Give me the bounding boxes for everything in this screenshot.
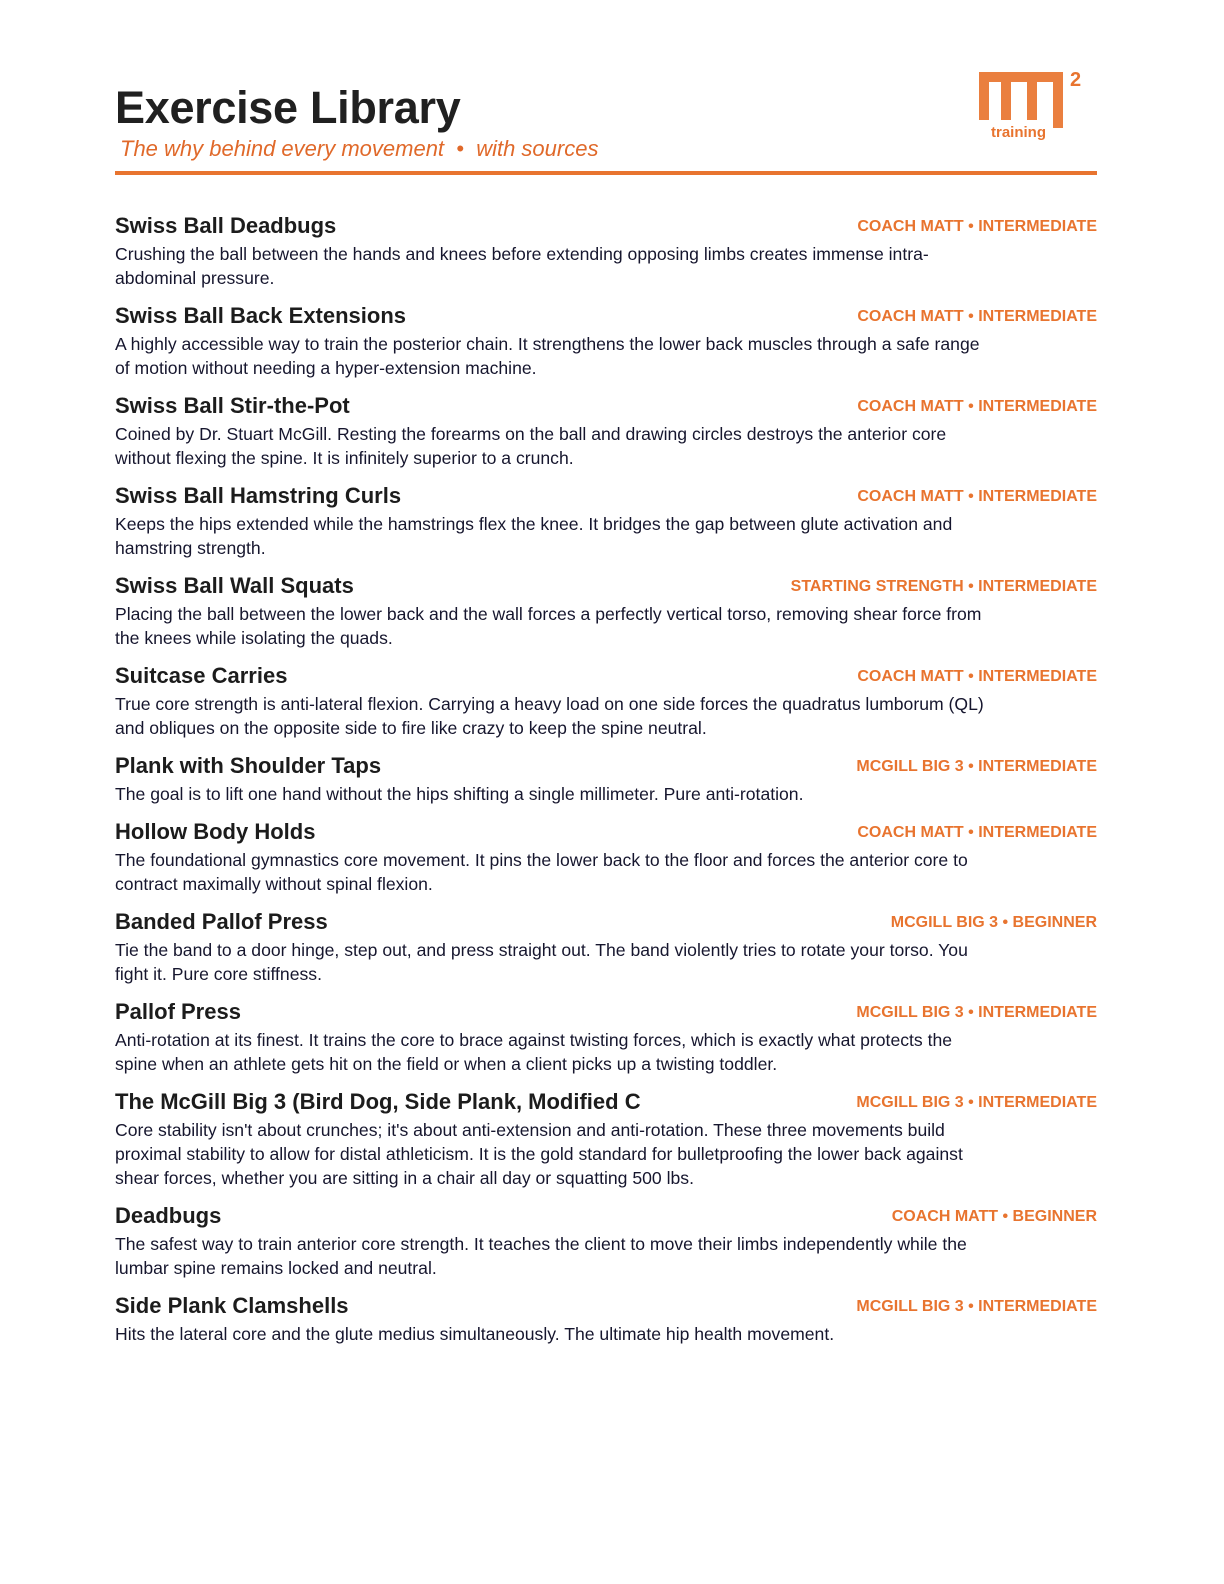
exercise-source-tag: COACH MATT • BEGINNER	[891, 1208, 1097, 1225]
document-page	[115, 0, 1097, 1584]
exercise-description: Hits the lateral core and the glute medius simultaneously. The ultimate hip health movement.	[115, 1324, 835, 1344]
exercise-header	[115, 816, 1097, 848]
exercise-description: Keeps the hips extended while the hamstrings flex the knee. It bridges the gap between glute activation and hamstring strength.	[115, 514, 953, 558]
exercise-name: Side Plank Clamshells	[115, 1293, 349, 1318]
exercise-description: Crushing the ball between the hands and knees before extending opposing limbs creates immense intra-abdominal pressure.	[115, 244, 929, 288]
exercise-name: Swiss Ball Stir-the-Pot	[115, 393, 350, 418]
exercise-name: The McGill Big 3 (Bird Dog, Side Plank, Modified C	[115, 1089, 641, 1114]
exercise-header	[115, 210, 1097, 242]
exercise-name: Swiss Ball Hamstring Curls	[115, 483, 402, 508]
exercise-entry	[115, 480, 1097, 560]
exercise-description: A highly accessible way to train the posterior chain. It strengthens the lower back muscles through a safe range of motion without needing a hyper-extension machine.	[115, 334, 980, 378]
exercise-name: Hollow Body Holds	[115, 819, 316, 844]
exercise-source-tag: COACH MATT • INTERMEDIATE	[857, 308, 1097, 325]
exercise-header	[115, 996, 1097, 1028]
m2-training-logo	[977, 66, 1085, 142]
exercise-name: Pallof Press	[115, 999, 241, 1024]
exercise-entry	[115, 750, 1097, 806]
exercise-name: Swiss Ball Wall Squats	[115, 573, 354, 598]
exercise-entry	[115, 210, 1097, 290]
exercise-source-tag: MCGILL BIG 3 • BEGINNER	[890, 914, 1097, 931]
exercise-name: Deadbugs	[115, 1203, 222, 1228]
exercise-description: Coined by Dr. Stuart McGill. Resting the forearms on the ball and drawing circles destroys the anterior core without flexing the spine. It is infinitely superior to a crunch.	[115, 424, 947, 468]
exercise-header	[115, 480, 1097, 512]
exercise-entry	[115, 996, 1097, 1076]
logo-superscript: 2	[1070, 69, 1082, 91]
exercise-description: Core stability isn't about crunches; it's about anti-extension and anti-rotation. These three movements build proximal stability to allow for distal athleticism. It is the gold standard for bulletproofing the lower back against shear forces, whether you are sitting in a chair all day or squatting 500 lbs.	[115, 1120, 963, 1188]
logo-word: training	[991, 124, 1046, 141]
exercise-description: Placing the ball between the lower back and the wall forces a perfectly vertical torso, removing shear force from the knees while isolating the quads.	[115, 604, 982, 648]
exercise-description: Tie the band to a door hinge, step out, and press straight out. The band violently tries to rotate your torso. You fight it. Pure core stiffness.	[115, 940, 968, 984]
exercise-source-tag: COACH MATT • INTERMEDIATE	[857, 668, 1097, 685]
exercise-entry	[115, 660, 1097, 740]
exercise-header	[115, 1290, 1097, 1322]
exercise-source-tag: COACH MATT • INTERMEDIATE	[857, 824, 1097, 841]
exercise-source-tag: COACH MATT • INTERMEDIATE	[857, 218, 1097, 235]
exercise-header	[115, 390, 1097, 422]
exercise-name: Plank with Shoulder Taps	[115, 753, 382, 778]
exercise-source-tag: MCGILL BIG 3 • INTERMEDIATE	[856, 758, 1097, 775]
exercise-source-tag: COACH MATT • INTERMEDIATE	[857, 488, 1097, 505]
exercise-description: The foundational gymnastics core movement. It pins the lower back to the floor and forces the anterior core to contract maximally without spinal flexion.	[115, 850, 968, 894]
exercise-entry	[115, 1290, 1097, 1346]
exercise-name: Suitcase Carries	[115, 663, 288, 688]
exercise-header	[115, 1200, 1097, 1232]
exercise-header	[115, 750, 1097, 782]
exercise-name: Swiss Ball Deadbugs	[115, 213, 337, 238]
exercise-name: Banded Pallof Press	[115, 909, 328, 934]
exercise-entry	[115, 906, 1097, 986]
exercise-description: The goal is to lift one hand without the hips shifting a single millimeter. Pure anti-rotation.	[115, 784, 804, 804]
page-subtitle: The why behind every movement • with sources	[120, 136, 599, 161]
page-title: Exercise Library	[115, 82, 461, 133]
exercise-description: Anti-rotation at its finest. It trains the core to brace against twisting forces, which is exactly what protects the spine when an athlete gets hit on the field or when a client picks up a twisting toddler.	[115, 1030, 953, 1074]
exercise-source-tag: STARTING STRENGTH • INTERMEDIATE	[790, 578, 1097, 595]
exercise-header	[115, 570, 1097, 602]
exercise-entry	[115, 300, 1097, 380]
exercise-description: The safest way to train anterior core strength. It teaches the client to move their limbs independently while the lumbar spine remains locked and neutral.	[115, 1234, 967, 1278]
exercise-entry	[115, 1086, 1097, 1190]
page-header	[115, 0, 1097, 176]
exercise-header	[115, 660, 1097, 692]
exercise-header	[115, 1086, 1097, 1118]
exercise-source-tag: MCGILL BIG 3 • INTERMEDIATE	[856, 1298, 1097, 1315]
exercise-header	[115, 300, 1097, 332]
exercise-header	[115, 906, 1097, 938]
exercise-entry	[115, 390, 1097, 470]
exercise-list	[115, 210, 1097, 1356]
exercise-entry	[115, 816, 1097, 896]
header-divider	[115, 171, 1097, 175]
exercise-name: Swiss Ball Back Extensions	[115, 303, 407, 328]
exercise-source-tag: MCGILL BIG 3 • INTERMEDIATE	[856, 1094, 1097, 1111]
exercise-description: True core strength is anti-lateral flexion. Carrying a heavy load on one side forces the quadratus lumborum (QL) and obliques on the opposite side to fire like crazy to keep the spine neutral.	[115, 694, 984, 738]
exercise-entry	[115, 1200, 1097, 1280]
exercise-source-tag: COACH MATT • INTERMEDIATE	[857, 398, 1097, 415]
exercise-entry	[115, 570, 1097, 650]
exercise-source-tag: MCGILL BIG 3 • INTERMEDIATE	[856, 1004, 1097, 1021]
